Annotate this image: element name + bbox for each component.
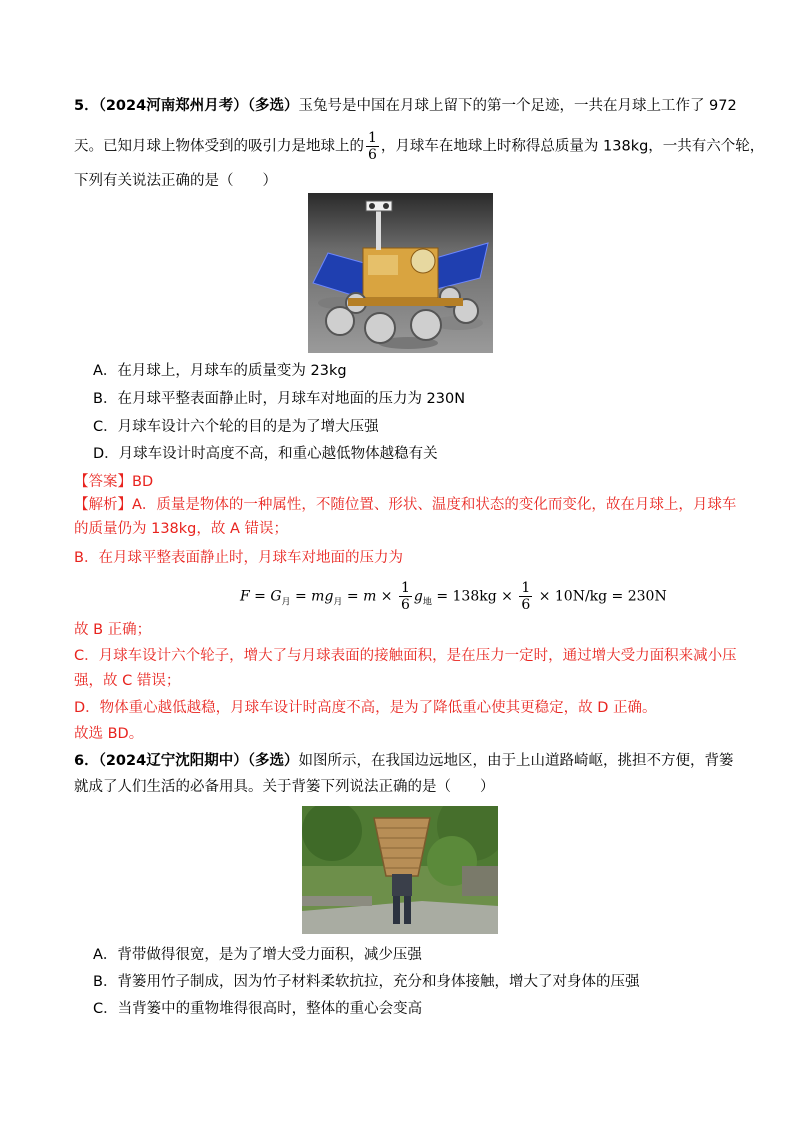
q5-analysis-3: B．在月球平整表面静止时，月球车对地面的压力为: [74, 550, 403, 566]
q5-fraction-numerator: 1: [368, 130, 377, 146]
q5-stem-3: ，月球车在地球上时称得总质量为 138kg，一共有六个轮，: [380, 138, 765, 155]
q5-source: （2024河南郑州月考）: [98, 98, 248, 114]
q6-option-c: C．当背篓中的重物堆得很高时，整体的重心会变高: [93, 1001, 423, 1017]
formula-part: g: [413, 588, 423, 605]
q6-stem-1: 如图所示，在我国边远地区，由于上山道路崎岖，挑担不方便，背篓: [298, 753, 734, 769]
q5-type: （多选）: [247, 98, 299, 114]
q5-analysis-7: D．物体重心越低越稳，月球车设计时高度不高，是为了降低重心使其更稳定，故 D 正确。: [74, 700, 657, 716]
q6-type: （多选）: [247, 753, 299, 769]
formula-sub: 月: [333, 597, 343, 608]
formula-part: = mg: [290, 588, 334, 605]
formula-part: = m ×: [342, 588, 397, 605]
q5-analysis-5: C．月球车设计六个轮子，增大了与月球表面的接触面积，是在压力一定时，通过增大受力面积来减小压: [74, 648, 737, 664]
formula-part: F = G: [240, 588, 282, 605]
q6-source: （2024辽宁沈阳期中）: [98, 753, 248, 769]
q5-analysis-8: 故选 BD。: [74, 726, 144, 742]
q5-fraction: [366, 130, 379, 163]
q5-fraction-denominator: 6: [368, 147, 377, 163]
formula-sub: 月: [281, 597, 291, 608]
q6-option-a: A．背带做得很宽，是为了增大受力面积，减少压强: [93, 947, 422, 963]
q6-line1: [74, 751, 733, 771]
basket-carrier-photo: [302, 806, 498, 934]
formula-sub: 地: [422, 597, 432, 608]
formula-fraction-2: [519, 580, 532, 613]
formula-part: = 138kg ×: [431, 588, 518, 605]
q5-number: 5．: [74, 98, 99, 114]
q5-analysis-1: 【解析】A．质量是物体的一种属性，不随位置、形状、温度和状态的变化而变化，故在月球上，月球车: [74, 497, 737, 513]
q5-line3: 下列有关说法正确的是（ ）: [74, 173, 277, 189]
lunar-rover-image: [308, 193, 493, 353]
q5-option-d: D．月球车设计时高度不高，和重心越低物体越稳有关: [93, 446, 438, 462]
q5-stem-2: 天。已知月球上物体受到的吸引力是地球上的: [74, 138, 364, 155]
q5-analysis-2: 的质量仍为 138kg，故 A 错误；: [74, 521, 289, 537]
q5-analysis-6: 强，故 C 错误；: [74, 673, 181, 689]
q6-option-b: B．背篓用竹子制成，因为竹子材料柔软抗拉，充分和身体接触，增大了对身体的压强: [93, 974, 640, 990]
q5-answer: 【答案】BD: [74, 474, 154, 490]
q5-line1: [74, 96, 737, 116]
q5-option-b: B．在月球平整表面静止时，月球车对地面的压力为 230N: [93, 391, 466, 407]
q5-formula: [240, 580, 667, 613]
q6-number: 6．: [74, 753, 99, 769]
q5-line2: [74, 130, 764, 163]
fraction-denominator: 6: [400, 597, 410, 613]
q5-option-a: A．在月球上，月球车的质量变为 23kg: [93, 363, 347, 379]
fraction-numerator: 1: [521, 580, 531, 596]
fraction-numerator: 1: [400, 580, 410, 596]
q5-stem-1: 玉兔号是中国在月球上留下的第一个足迹，一共在月球上工作了 972: [298, 98, 737, 114]
q5-option-c: C．月球车设计六个轮的目的是为了增大压强: [93, 419, 379, 435]
formula-part: × 10N/kg = 230N: [534, 588, 667, 605]
q5-analysis-4: 故 B 正确；: [74, 622, 152, 638]
formula-fraction-1: [399, 580, 412, 613]
q6-line2: 就成了人们生活的必备用具。关于背篓下列说法正确的是（ ）: [74, 779, 495, 795]
fraction-denominator: 6: [521, 597, 531, 613]
